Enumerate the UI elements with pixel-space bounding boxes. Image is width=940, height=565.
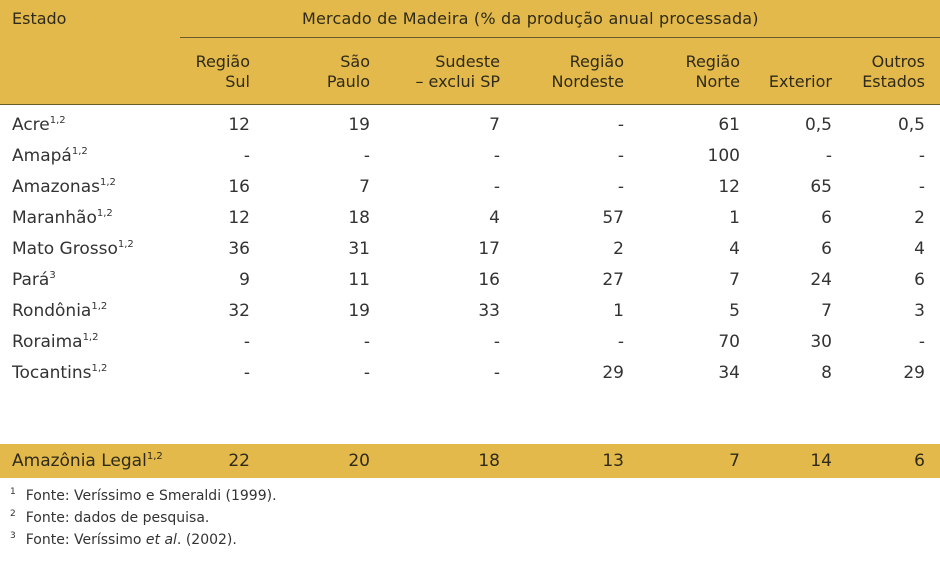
footnote — [8, 530, 237, 550]
footnote-text: Fonte: Veríssimo e Smeraldi (1999). — [25, 488, 277, 504]
column-header-line2: Sul — [225, 72, 250, 91]
value-cell: - — [363, 146, 370, 166]
table-row — [0, 327, 940, 357]
header-rule — [0, 104, 940, 105]
value-cell: 8 — [821, 363, 832, 383]
value-cell: - — [493, 332, 500, 352]
value-cell: - — [493, 363, 500, 383]
value-cell: 18 — [348, 208, 370, 228]
state-name — [12, 327, 98, 357]
value-cell: 9 — [239, 270, 250, 290]
column-header-line2: Estados — [862, 72, 925, 91]
state-name — [12, 446, 163, 476]
column-header-2 — [370, 52, 500, 92]
state-label: Tocantins — [12, 363, 92, 383]
value-cell: 5 — [729, 301, 740, 321]
value-cell: 6 — [821, 208, 832, 228]
state-name — [12, 203, 113, 233]
mercado-group-header: Mercado de Madeira (% da produção anual processada) — [302, 9, 759, 28]
table-row — [0, 296, 940, 326]
state-label: Maranhão — [12, 208, 97, 228]
value-cell: 13 — [602, 451, 624, 471]
value-cell: 7 — [359, 177, 370, 197]
table-row — [0, 203, 940, 233]
state-footnote-ref: 1,2 — [99, 177, 116, 188]
value-cell: 29 — [903, 363, 925, 383]
column-header-3 — [494, 52, 624, 92]
footnote-number: 3 — [10, 531, 16, 541]
value-cell: 4 — [489, 208, 500, 228]
footnote — [8, 486, 277, 506]
state-footnote-ref: 1,2 — [49, 115, 66, 126]
value-cell: 1 — [613, 301, 624, 321]
state-name — [12, 172, 116, 202]
value-cell: 36 — [228, 239, 250, 259]
column-header-5 — [742, 52, 832, 92]
value-cell: 20 — [348, 451, 370, 471]
footnote — [8, 508, 209, 528]
state-label: Amapá — [12, 146, 72, 166]
value-cell: - — [918, 332, 925, 352]
state-label: Pará — [12, 270, 50, 290]
state-label: Roraima — [12, 332, 83, 352]
column-header-line2: – exclui SP — [415, 72, 500, 91]
value-cell: 19 — [348, 115, 370, 135]
table-row — [0, 234, 940, 264]
value-cell: 33 — [478, 301, 500, 321]
footnote-text-pre: Fonte: Veríssimo — [25, 532, 146, 548]
value-cell: 14 — [810, 451, 832, 471]
value-cell: 2 — [914, 208, 925, 228]
state-name — [12, 141, 88, 171]
value-cell: 12 — [718, 177, 740, 197]
value-cell: 16 — [478, 270, 500, 290]
value-cell: - — [493, 146, 500, 166]
value-cell: 19 — [348, 301, 370, 321]
column-header-line1: Região — [685, 52, 740, 71]
value-cell: 29 — [602, 363, 624, 383]
header-divider — [180, 37, 940, 38]
value-cell: - — [243, 146, 250, 166]
state-footnote-ref: 1,2 — [146, 451, 163, 462]
estado-column-header: Estado — [12, 9, 67, 28]
value-cell: 3 — [914, 301, 925, 321]
state-footnote-ref: 1,2 — [91, 301, 108, 312]
state-label: Mato Grosso — [12, 239, 118, 259]
state-footnote-ref: 1,2 — [117, 239, 134, 250]
value-cell: - — [493, 177, 500, 197]
footnote-text-post: . (2002). — [176, 532, 237, 548]
footnote-text-italic: et al — [145, 532, 177, 548]
value-cell: - — [363, 332, 370, 352]
value-cell: 31 — [348, 239, 370, 259]
value-cell: 2 — [613, 239, 624, 259]
column-header-line2: Exterior — [768, 72, 832, 91]
column-header-line1: Sudeste — [435, 52, 500, 71]
value-cell: 6 — [914, 270, 925, 290]
state-footnote-ref: 1,2 — [82, 332, 99, 343]
value-cell: - — [918, 177, 925, 197]
value-cell: - — [243, 363, 250, 383]
state-name — [12, 234, 134, 264]
value-cell: 7 — [729, 270, 740, 290]
value-cell: - — [363, 363, 370, 383]
footnote-text: Fonte: dados de pesquisa. — [25, 510, 210, 526]
value-cell: 30 — [810, 332, 832, 352]
column-header-line1: São — [340, 52, 370, 71]
value-cell: 61 — [718, 115, 740, 135]
value-cell: 18 — [478, 451, 500, 471]
value-cell: 4 — [914, 239, 925, 259]
state-footnote-ref: 1,2 — [71, 146, 88, 157]
value-cell: 7 — [729, 451, 740, 471]
state-footnote-ref: 3 — [49, 270, 56, 281]
value-cell: 11 — [348, 270, 370, 290]
value-cell: - — [617, 146, 624, 166]
state-label: Rondônia — [12, 301, 92, 321]
column-header-line1 — [742, 52, 832, 72]
column-header-line1: Região — [195, 52, 250, 71]
value-cell: 0,5 — [897, 115, 925, 135]
value-cell: 0,5 — [804, 115, 832, 135]
state-footnote-ref: 1,2 — [91, 363, 108, 374]
value-cell: 6 — [914, 451, 925, 471]
value-cell: 32 — [228, 301, 250, 321]
column-header-line2: Paulo — [326, 72, 370, 91]
value-cell: 34 — [718, 363, 740, 383]
state-footnote-ref: 1,2 — [96, 208, 113, 219]
value-cell: - — [243, 332, 250, 352]
value-cell: - — [617, 177, 624, 197]
value-cell: 100 — [707, 146, 740, 166]
state-label: Acre — [12, 115, 50, 135]
footnote-number: 1 — [10, 487, 16, 497]
value-cell: 16 — [228, 177, 250, 197]
value-cell: 6 — [821, 239, 832, 259]
footnote-number: 2 — [10, 509, 16, 519]
value-cell: 17 — [478, 239, 500, 259]
state-name — [12, 265, 56, 295]
value-cell: 7 — [489, 115, 500, 135]
value-cell: 27 — [602, 270, 624, 290]
column-header-line2: Nordeste — [551, 72, 624, 91]
value-cell: 24 — [810, 270, 832, 290]
value-cell: 12 — [228, 208, 250, 228]
value-cell: 70 — [718, 332, 740, 352]
value-cell: - — [825, 146, 832, 166]
value-cell: 12 — [228, 115, 250, 135]
state-name — [12, 110, 66, 140]
column-header-line1: Outros — [871, 52, 925, 71]
state-name — [12, 296, 107, 326]
value-cell: - — [617, 332, 624, 352]
value-cell: - — [617, 115, 624, 135]
table-row — [0, 110, 940, 140]
value-cell: 22 — [228, 451, 250, 471]
column-header-6 — [835, 52, 925, 92]
column-header-4 — [640, 52, 740, 92]
table-row — [0, 141, 940, 171]
table-row — [0, 172, 940, 202]
table-row — [0, 446, 940, 476]
column-header-1 — [280, 52, 370, 92]
state-label: Amazônia Legal — [12, 451, 147, 471]
value-cell: - — [918, 146, 925, 166]
value-cell: 57 — [602, 208, 624, 228]
value-cell: 4 — [729, 239, 740, 259]
value-cell: 65 — [810, 177, 832, 197]
column-header-line1: Região — [569, 52, 624, 71]
state-label: Amazonas — [12, 177, 100, 197]
column-header-line2: Norte — [695, 72, 740, 91]
value-cell: 1 — [729, 208, 740, 228]
table-row — [0, 358, 940, 388]
table-row — [0, 265, 940, 295]
value-cell: 7 — [821, 301, 832, 321]
state-name — [12, 358, 107, 388]
column-header-0 — [160, 52, 250, 92]
